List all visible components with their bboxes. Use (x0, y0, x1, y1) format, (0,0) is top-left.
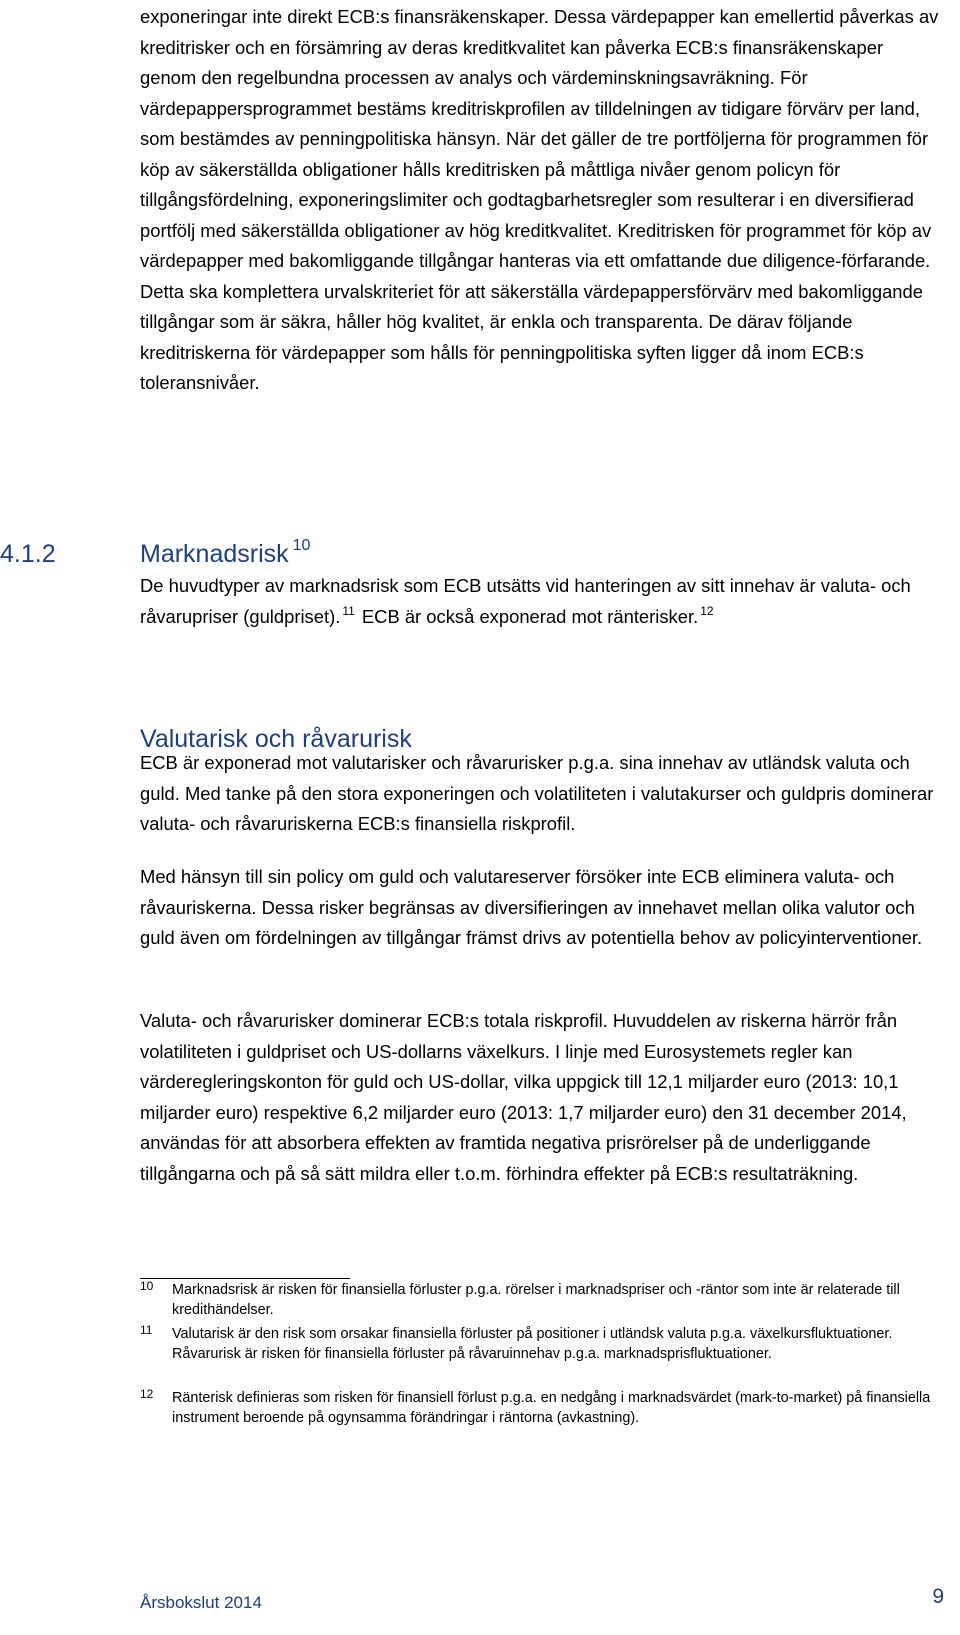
footnote-ref-11: 11 (342, 604, 355, 619)
paragraph-risk-profile: Valuta- och råvarurisker dominerar ECB:s totala riskprofil. Huvuddelen av riskerna härrör från volatiliteten i guldpriset och US-dollarns växelkurs. I linje med Eurosystemets regler kan värderegleringskonton för guld och US-dollar, vilka uppgick till 12,1 miljarder euro (2013: 10,1 miljarder euro) respektive 6,2 miljarder euro (2013: 1,7 miljarder euro) den 31 december 2014, användas för att absorbera effekten av framtida negativa prisrörelser på de underliggande tillgångarna och på så sätt mildra eller t.o.m. förhindra effekter på ECB:s resultaträkning. (140, 1010, 907, 1184)
section-intro-text-b: ECB är också exponerad mot ränterisker. (356, 605, 699, 627)
footnote-text: Valutarisk är den risk som orsakar finansiella förluster på positioner i utländsk valuta p.g.a. växelkursfluktuationer. Råvarurisk är risken för finansiella förluster på råvaruinnehav p.g.a. marknadsprisfluktuationer. (172, 1326, 893, 1362)
paragraph-exposure: ECB är exponerad mot valutarisker och råvarurisker p.g.a. sina innehav av utländsk valuta och guld. Med tanke på den stora exponeringen och volatiliteten i valutakurser och guldpris dominerar valuta- och råvaruriskerna ECB:s finansiella riskprofil. (140, 752, 934, 834)
footnote-number: 11 (140, 1323, 153, 1337)
footer-document-title: Årsbokslut 2014 (140, 1593, 262, 1612)
subheading: Valutarisk och råvarurisk (140, 725, 412, 753)
intro-paragraph: exponeringar inte direkt ECB:s finansräkenskaper. Dessa värdepapper kan emellertid påverkas av kreditrisker och en försämring av deras kreditkvalitet kan påverka ECB:s finansräkenskaper genom den regelbundna processen av analys och värdeminskningsavräkning. För värdepappersprogrammet bestäms kreditriskprofilen av tilldelningen av tidigare förvärv per land, som bestämdes av penningpolitiska hänsyn. När det gäller de tre portföljerna för programmen för köp av säkerställda obligationer hålls kreditrisken på måttliga nivåer genom policyn för tillgångsfördelning, exponeringslimiter och godtagbarhetsregler som resulterar i en diversifierad portfölj med säkerställda obligationer av hög kreditkvalitet. Kreditrisken för programmet för köp av värdepapper med bakomliggande tillgångar hanteras via ett omfattande due diligence-förfarande. Detta ska komplettera urvalskriteriet för att säkerställa värdepappersförvärv med bakomliggande tillgångar som är säkra, håller hög kvalitet, är enkla och transparenta. De därav följande kreditriskerna för värdepapper som hålls för penningpolitiska syften ligger då inom ECB:s toleransnivåer. (140, 6, 939, 393)
page-number: 9 (932, 1585, 944, 1608)
footnote-number: 10 (140, 1279, 154, 1293)
section-intro-text-a: De huvudtyper av marknadsrisk som ECB utsätts vid hanteringen av sitt innehav är valuta- och råvarupriser (guldpriset). (140, 575, 911, 627)
footnote-text: Ränterisk definieras som risken för finansiell förlust p.g.a. en nedgång i marknadsvärdet (mark-to-market) på finansiella instrument beroende på ogynsamma förändringar i räntorna (avkastning). (172, 1390, 931, 1426)
footnote-text: Marknadsrisk är risken för finansiella förluster p.g.a. rörelser i marknadspriser och -räntor som inte är relaterade till kredithändelser. (172, 1282, 900, 1318)
footnote-ref-12: 12 (700, 604, 714, 619)
footnote-separator (140, 1278, 350, 1279)
section-intro-paragraph (140, 571, 940, 632)
section-number: 4.1.2 (0, 540, 56, 568)
footnote-ref-10: 10 (292, 536, 311, 554)
paragraph-policy: Med hänsyn till sin policy om guld och valutareserver försöker inte ECB eliminera valuta- och råvauriskerna. Dessa risker begränsas av diversifieringen av innehavet mellan olika valutor och guld även om fördelningen av tillgångar främst drivs av potentiella behov av policyinterventioner. (140, 866, 923, 948)
section-title (140, 538, 310, 570)
section-title-text: Marknadsrisk (140, 540, 289, 568)
footnote-number: 12 (140, 1387, 154, 1401)
